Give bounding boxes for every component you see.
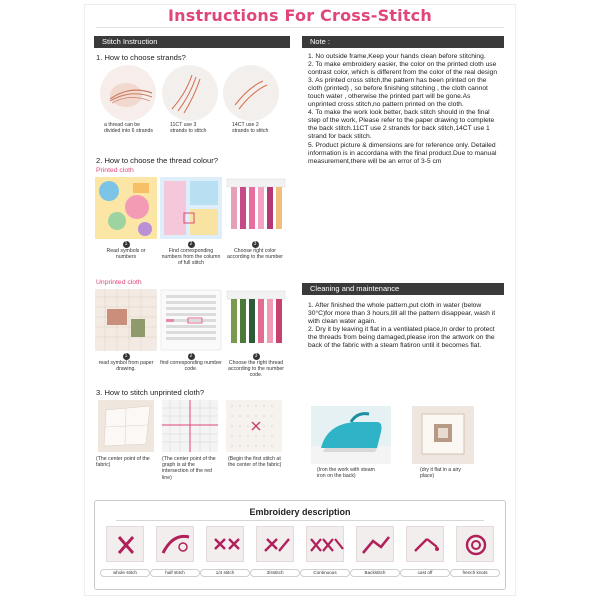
step-number-badge: 1 [123, 241, 130, 248]
center-photo-3 [226, 400, 282, 452]
note-item: 1. No outside frame,Keep your hands clean before stitching. [308, 53, 486, 60]
note-item: 4. To make the work look better, back stitch should in the final step of the work, Please refer to the paper drawing to complete the back stitch.11CT use 2 strands for back stitch,14CT use 1 strand for back stitch. [308, 109, 495, 141]
unprinted-photo-2 [160, 289, 222, 351]
stitch-label: 1/4 stitch [200, 569, 250, 577]
unprinted-step-2 [160, 353, 222, 372]
note-list [308, 53, 498, 166]
page-title: Instructions For Cross-Stitch [168, 6, 432, 25]
fabric-fold-icon [98, 400, 154, 452]
french-knot-icon [456, 526, 494, 562]
step-number-badge: 3 [252, 241, 259, 248]
step-number-badge: 3 [253, 353, 260, 360]
graph-center-icon [162, 400, 218, 452]
three-quarter-stitch-icon [256, 526, 294, 562]
iron-caption: (Iron the work with steam iron on the back) [317, 467, 375, 480]
stitch-label: Backstitch [350, 569, 400, 577]
note-item: 5. Product picture & dimensions are for reference only. Detailed information is in accordana with the final product.Due to manual measurement,there will be an error of 3-5 cm [308, 141, 497, 165]
center-caption-2: (The center point of the graph is at the intersection of the red line) [162, 456, 216, 481]
dry-caption: (dry it flat in a airy place) [420, 467, 461, 480]
printed-step-3-caption: Choose right color according to the number [227, 248, 283, 261]
stitch-cast-off [404, 526, 446, 584]
strands-caption-2: 11CT use 3 strands to stitch [170, 122, 207, 135]
thread-bundles-icon [225, 177, 287, 239]
dry-photo [412, 406, 474, 464]
printed-step-1-caption: Read symbols or numbers [106, 248, 146, 261]
continuous-stitch-icon [306, 526, 344, 562]
cleaning-item: 2. Dry it by leaving it flat in a ventilated place,In order to protect the threads from being damaged,please iron the artwork on the back of the fabric with a steam flatiron until it becomes flat. [308, 326, 495, 350]
note-header: Note : [302, 36, 504, 48]
thread-skein-icon [100, 65, 156, 121]
iron-photo [311, 406, 391, 464]
note-item: 2. To make embroidery easier, the color on the printed cloth use contrast color, which is different from the color of the real design [308, 61, 498, 77]
center-photo-1 [98, 400, 154, 452]
strands-photo-3 [223, 65, 279, 121]
stitch-whole [104, 526, 146, 584]
chart-grid-icon [160, 177, 222, 239]
drying-fabric-icon [412, 406, 474, 464]
whole-stitch-icon [106, 526, 144, 562]
stitch-label: Continuous [300, 569, 350, 577]
step-number-badge: 2 [188, 353, 195, 360]
half-stitch-icon [156, 526, 194, 562]
unprinted-cloth-label: Unprinted cloth [96, 279, 142, 286]
thread-colors-icon [225, 289, 287, 351]
printed-step-3 [225, 241, 285, 260]
stitch-continuous [304, 526, 346, 584]
stitch-label: half stitch [150, 569, 200, 577]
stitch-label: whole stitch [100, 569, 150, 577]
cleaning-item: 1. After finished the whole pattern,put cloth in water (below 30°C)for more than 3 hours,till all the pattern disappear, wash it with clean water again. [308, 302, 496, 326]
printed-photo-1 [95, 177, 157, 239]
embroidery-title: Embroidery description [249, 507, 351, 517]
strands-caption-1: a thread can be divided into 6 strands [104, 122, 154, 135]
printed-cloth-label: Printed cloth [96, 167, 134, 174]
step-number-badge: 2 [188, 241, 195, 248]
strands-photo-2 [162, 65, 218, 121]
center-caption-1: (The center point of the fabric) [96, 456, 150, 469]
stitch-half [154, 526, 196, 584]
two-strands-icon [223, 65, 279, 121]
paper-drawing-icon [95, 289, 157, 351]
printed-photo-3 [225, 177, 287, 239]
note-item: 3. As printed cross stitch,the pattern has been printed on the cloth (printed) , so before finishing stitching , the cloth cannot touch water , otherwise the printed part will be gone.As unprinted cross stitch,no pattern printed on the cloth. [308, 77, 488, 109]
unprinted-step-3 [225, 353, 287, 379]
backstitch-icon [356, 526, 394, 562]
stitch-quarter [204, 526, 246, 584]
aida-fabric-icon [226, 400, 282, 452]
printed-step-1 [96, 241, 156, 260]
question-strands: 1. How to choose strands? [96, 53, 186, 62]
unprinted-step-1-caption: read symbol from paper drawing. [98, 360, 154, 373]
stitch-label: 3/4stitch [250, 569, 300, 577]
unprinted-step-1 [96, 353, 156, 372]
title-divider [96, 27, 504, 28]
unprinted-photo-1 [95, 289, 157, 351]
strands-caption-3: 14CT use 2 strands to stitch [232, 122, 269, 135]
strands-photo-1 [100, 65, 156, 121]
stitch-three-quarter [254, 526, 296, 584]
printed-photo-2 [160, 177, 222, 239]
quarter-stitch-icon [206, 526, 244, 562]
stitch-label: cast off [400, 569, 450, 577]
stitch-instruction-header: Stitch Instruction [94, 36, 290, 48]
unprinted-step-2-caption: find corresponding number code. [160, 360, 222, 373]
cast-off-icon [406, 526, 444, 562]
printed-step-2 [160, 241, 222, 267]
center-caption-3: (Begin the first stitch at the center of the fabric) [228, 456, 282, 469]
stitch-french-knot [454, 526, 496, 584]
embroidery-divider [116, 520, 484, 521]
steam-iron-icon [311, 406, 391, 464]
question-thread-colour: 2. How to choose the thread colour? [96, 156, 218, 165]
printed-step-2-caption: Find corresponding numbers from the column of full stitch [161, 248, 221, 267]
cleaning-list [308, 302, 498, 350]
step-number-badge: 1 [123, 353, 130, 360]
unprinted-step-3-caption: Choose the right thread according to the number code. [228, 360, 284, 379]
stitch-label: french knots [450, 569, 500, 577]
unprinted-photo-3 [225, 289, 287, 351]
number-code-chart-icon [160, 289, 222, 351]
cleaning-header: Cleaning and maintenance [302, 283, 504, 295]
center-photo-2 [162, 400, 218, 452]
question-unprinted-stitch: 3. How to stitch unprinted cloth? [96, 388, 205, 397]
stitch-back [354, 526, 396, 584]
printed-pattern-icon [95, 177, 157, 239]
three-strands-icon [162, 65, 218, 121]
